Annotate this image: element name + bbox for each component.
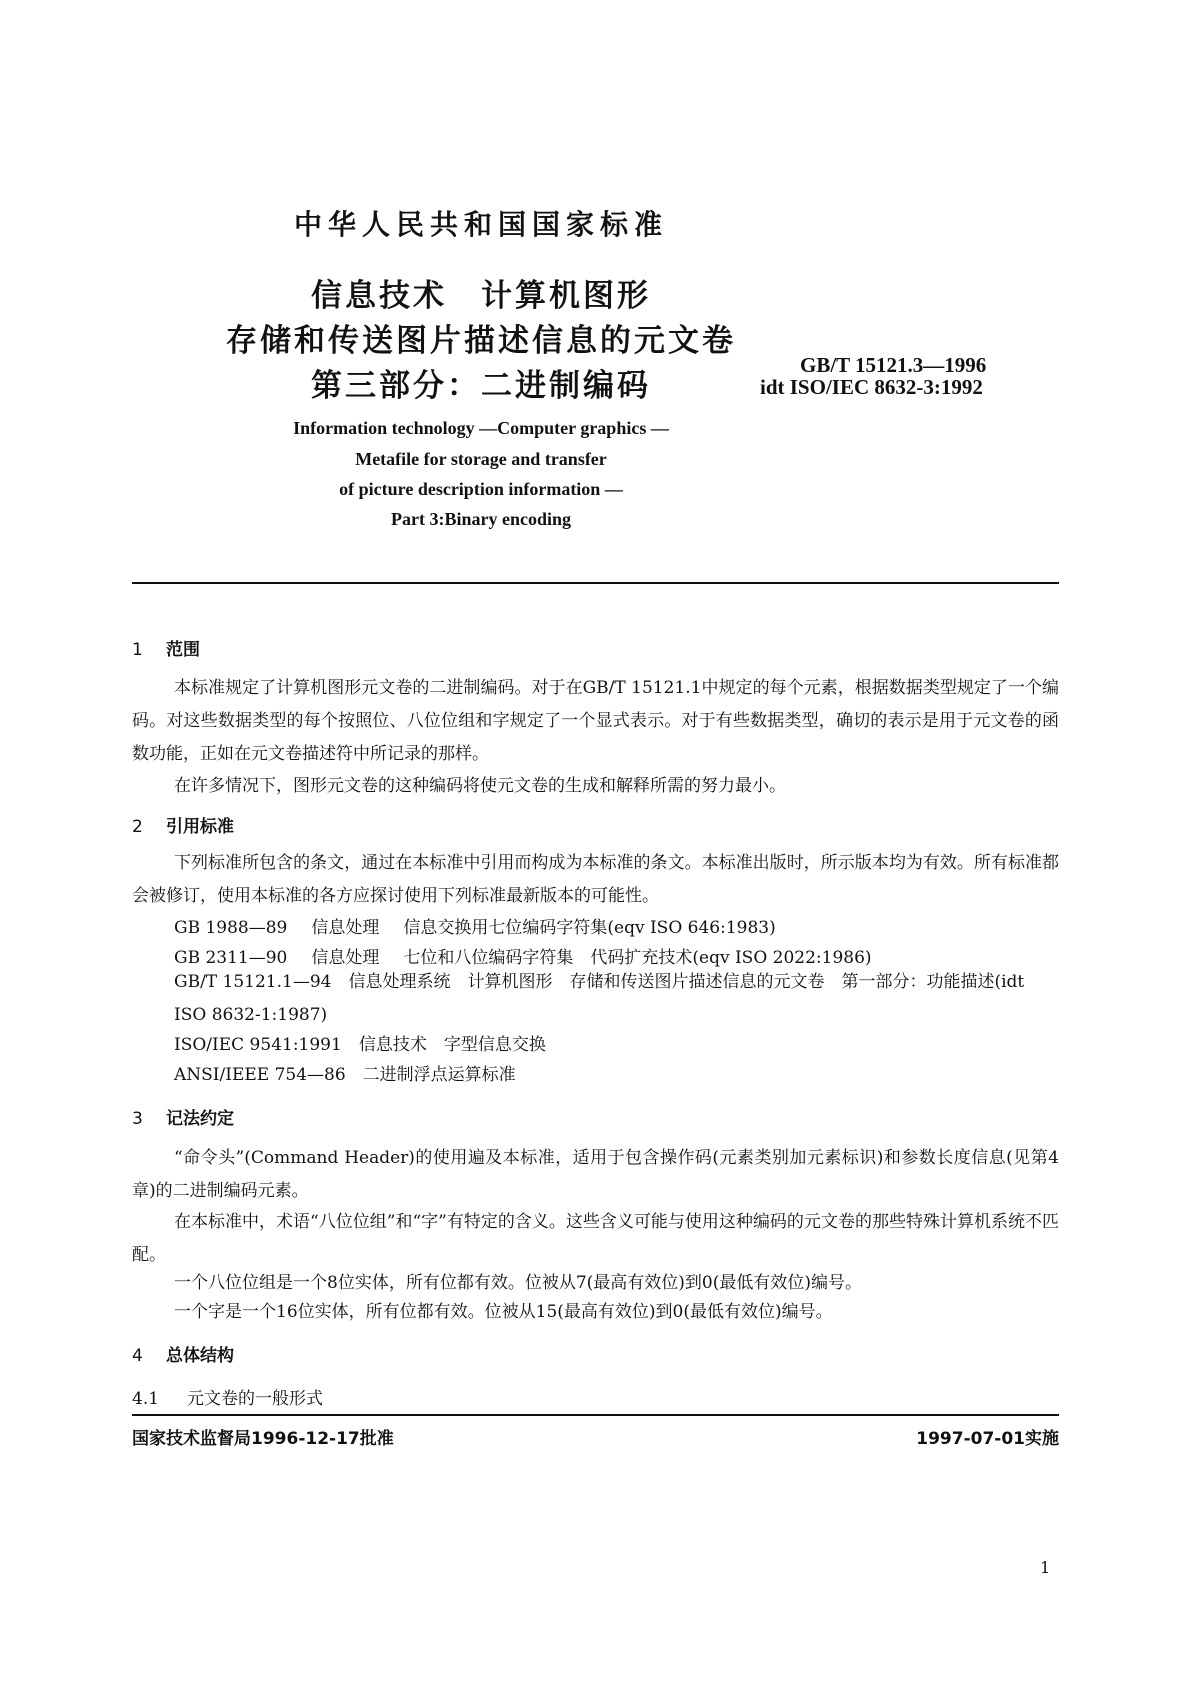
subsection-4-1	[132, 1384, 323, 1409]
section-4-title: 总体结构	[166, 1346, 234, 1366]
cn-title-line-3: 第三部分：二进制编码	[311, 368, 651, 404]
standard-number: GB/T 15121.3—1996	[800, 353, 987, 377]
en-title-line-4: Part 3:Binary encoding	[391, 509, 571, 529]
section-3-number: 3	[132, 1109, 143, 1129]
idt-reference: idt ISO/IEC 8632-3:1992	[760, 375, 983, 399]
section-3-octet-definition: 一个八位位组是一个8位实体，所有位都有效。位被从7(最高有效位)到0(最低有效位)编号。	[174, 1273, 862, 1293]
en-title-line-1: Information technology —Computer graphics —	[293, 418, 669, 438]
section-1-number: 1	[132, 640, 143, 660]
section-2-title: 引用标准	[166, 817, 234, 837]
national-standard-heading: 中华人民共和国国家标准	[293, 208, 668, 241]
section-2-number: 2	[132, 817, 143, 837]
section-3-paragraph-1: “命令头”(Command Header)的使用遍及本标准，适用于包含操作码(元素类别加元素标识)和参数长度信息(见第4章)的二进制编码元素。	[132, 1148, 1059, 1201]
reference-gb1988	[174, 913, 776, 938]
en-title-line-2: Metafile for storage and transfer	[355, 449, 607, 469]
section-3-paragraph-2: 在本标准中，术语“八位位组”和“字”有特定的含义。这些含义可能与使用这种编码的元文卷的那些特殊计算机系统不匹配。	[132, 1212, 1059, 1265]
section-3-title: 记法约定	[166, 1109, 234, 1129]
reference-iso9541: ISO/IEC 9541:1991 信息技术 字型信息交换	[174, 1035, 546, 1055]
section-2-heading	[132, 812, 234, 837]
subsection-4-1-number: 4.1	[132, 1389, 160, 1409]
section-2-paragraph-1: 下列标准所包含的条文，通过在本标准中引用而构成为本标准的条文。本标准出版时，所示版本均为有效。所有标准都会被修订，使用本标准的各方应探讨使用下列标准最新版本的可能性。	[132, 853, 1059, 906]
subsection-4-1-title: 元文卷的一般形式	[187, 1389, 323, 1409]
reference-gb2311	[174, 943, 872, 968]
section-1-paragraph-2: 在许多情况下，图形元文卷的这种编码将使元文卷的生成和解释所需的努力最小。	[174, 776, 786, 796]
section-1-title: 范围	[166, 640, 200, 660]
cn-title-line-1: 信息技术 计算机图形	[311, 278, 651, 314]
section-3-word-definition: 一个字是一个16位实体，所有位都有效。位被从15(最高有效位)到0(最低有效位)编号。	[174, 1302, 833, 1322]
approval-date: 国家技术监督局1996-12-17批准	[132, 1429, 394, 1449]
reference-gbt15121-1: GB/T 15121.1—94 信息处理系统 计算机图形 存储和传送图片描述信息的元文卷 第一部分：功能描述(idt ISO 8632-1:1987)	[174, 972, 1025, 1025]
reference-title: 信息交换用七位编码字符集(eqv ISO 646:1983)	[403, 918, 776, 938]
section-1-heading	[132, 635, 200, 660]
en-title-line-3: of picture description information —	[339, 479, 623, 499]
reference-code: GB 1988—89	[174, 918, 288, 938]
reference-domain: 信息处理	[311, 948, 380, 968]
section-4-number: 4	[132, 1346, 143, 1366]
footer-divider	[132, 1414, 1059, 1416]
page-number: 1	[1040, 1558, 1051, 1577]
effective-date: 1997-07-01实施	[916, 1429, 1059, 1449]
reference-code: GB 2311—90	[174, 948, 288, 968]
header-divider	[132, 582, 1059, 584]
section-1-paragraph-1: 本标准规定了计算机图形元文卷的二进制编码。对于在GB/T 15121.1中规定的每个元素，根据数据类型规定了一个编码。对这些数据类型的每个按照位、八位位组和字规定了一个显式表示。对于有些数据类型，确切的表示是用于元文卷的函数功能，正如在元文卷描述符中所记录的那样。	[132, 678, 1059, 764]
section-3-heading	[132, 1104, 234, 1129]
reference-domain: 信息处理	[311, 918, 380, 938]
section-4-heading	[132, 1341, 234, 1366]
reference-ieee754: ANSI/IEEE 754—86 二进制浮点运算标准	[174, 1065, 516, 1085]
cn-title-line-2: 存储和传送图片描述信息的元文卷	[226, 323, 736, 359]
reference-title: 七位和八位编码字符集 代码扩充技术(eqv ISO 2022:1986)	[403, 948, 872, 968]
